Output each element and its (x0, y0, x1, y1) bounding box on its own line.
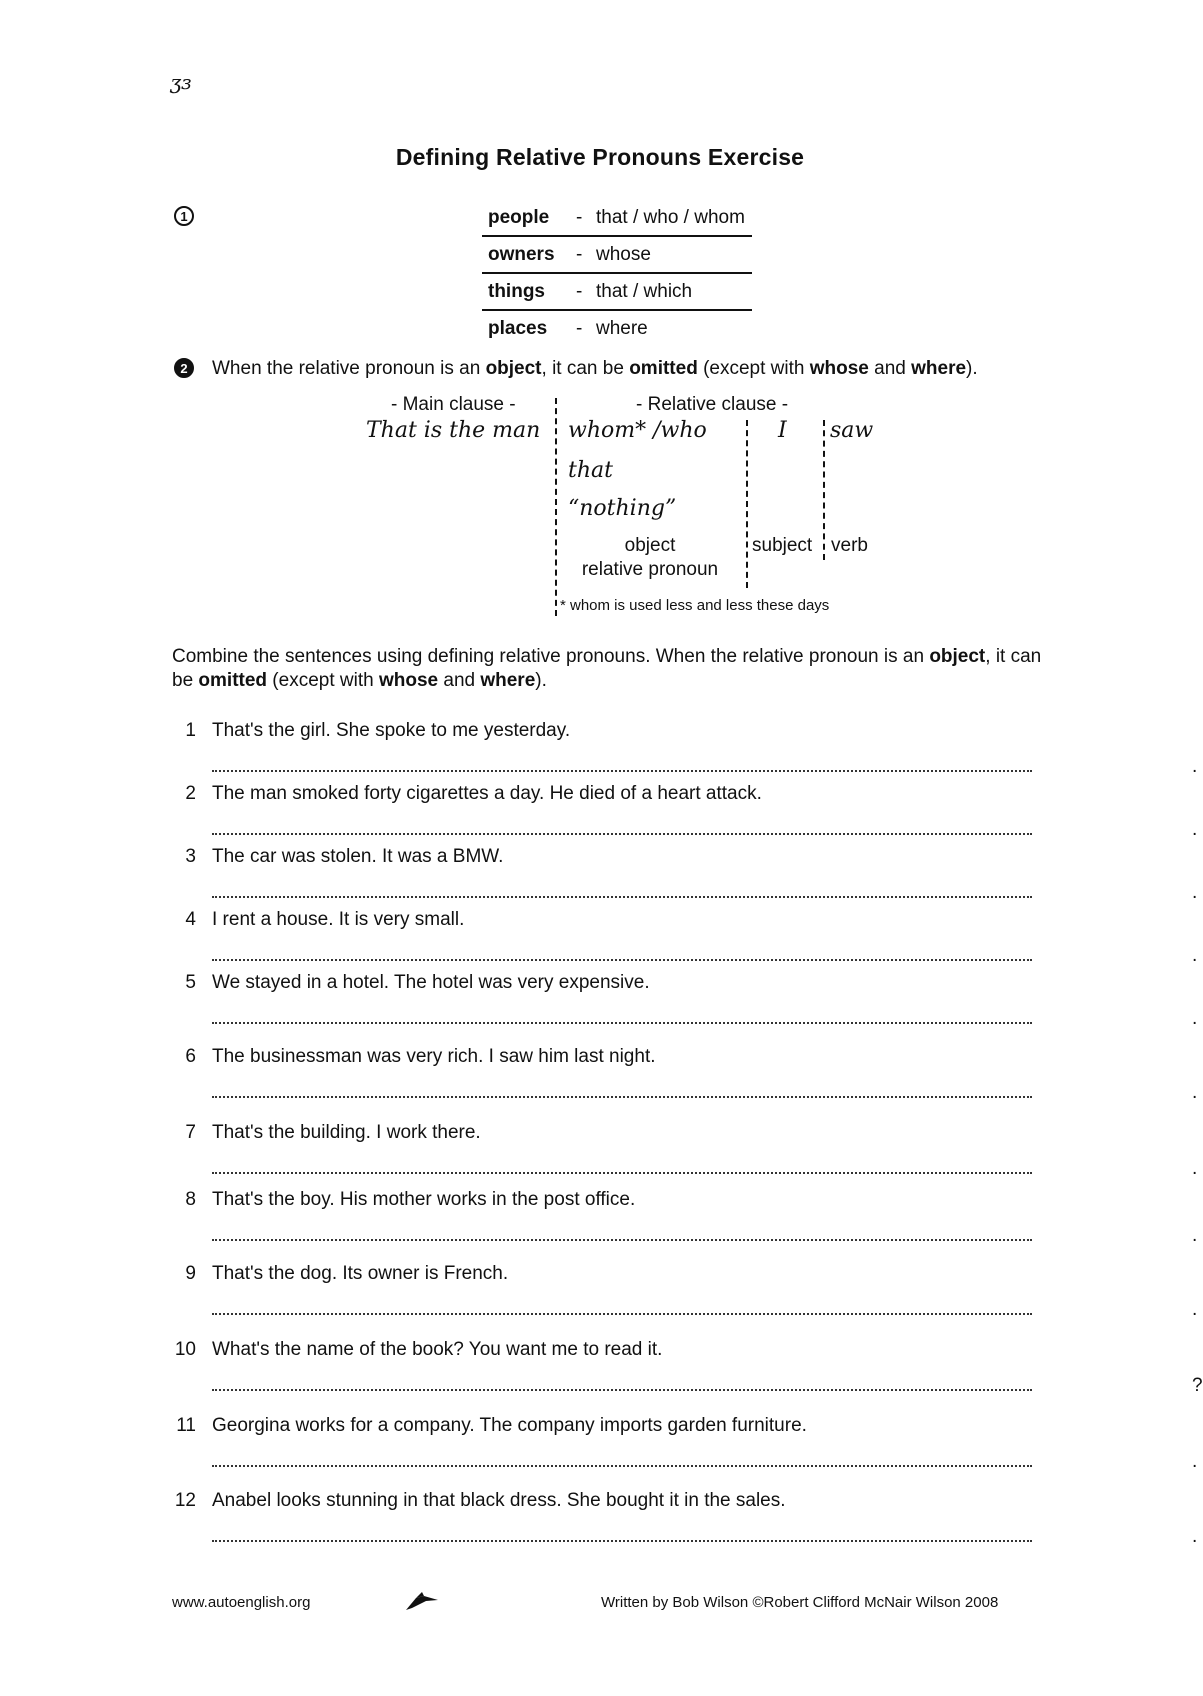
answer-end-punctuation: . (1192, 1526, 1198, 1547)
divider-subject-verb (823, 420, 825, 560)
exercise-sentence: That's the building. I work there. (212, 1122, 481, 1143)
dash-separator: - (572, 236, 590, 273)
answer-line[interactable] (212, 770, 1032, 772)
rule-text-part: When the relative pronoun is an (212, 358, 486, 379)
subject-caption: subject (752, 535, 813, 556)
exercise-sentence: The man smoked forty cigarettes a day. He died of a heart attack. (212, 783, 762, 804)
answer-line[interactable] (212, 1389, 1032, 1391)
answer-line[interactable] (212, 1172, 1032, 1174)
instr-bold-whose: whose (378, 670, 439, 691)
pronoun-list: that / which (590, 273, 752, 310)
answer-line[interactable] (212, 1465, 1032, 1467)
whom-footnote: * whom is used less and less these days (560, 597, 830, 614)
pronoun-table (482, 200, 752, 346)
verb-word: saw (830, 418, 874, 443)
pronoun-list: that / who / whom (590, 200, 752, 236)
omission-rule (212, 358, 978, 380)
exercise-number: 9 (185, 1263, 196, 1284)
bird-logo-icon (402, 1588, 442, 1614)
subject-word: I (778, 418, 787, 443)
exercise-number: 6 (185, 1046, 196, 1067)
instr-bold-where: where (480, 670, 536, 691)
exercise-number: 12 (174, 1490, 196, 1511)
corner-mark: ʒɜ (170, 70, 192, 94)
exercise-sentence: That's the boy. His mother works in the post office. (212, 1189, 636, 1210)
instr-text-part: ). (535, 670, 547, 691)
exercise-number: 8 (185, 1189, 196, 1210)
rule-bold-whose: whose (809, 358, 869, 379)
answer-line[interactable] (212, 1022, 1032, 1024)
term-label: people (482, 200, 572, 236)
exercise-number: 5 (185, 972, 196, 993)
exercise-sentence: What's the name of the book? You want me to read it. (212, 1339, 663, 1360)
pronoun-option-nothing: “nothing” (568, 496, 677, 521)
exercise-number: 11 (176, 1415, 196, 1436)
answer-line[interactable] (212, 1096, 1032, 1098)
object-caption-line1: object (624, 535, 676, 556)
exercise-sentence: Anabel looks stunning in that black dress. She bought it in the sales. (212, 1490, 786, 1511)
answer-line[interactable] (212, 896, 1032, 898)
pronoun-option-whom-who: whom* /who (568, 418, 707, 443)
exercise-number: 10 (174, 1339, 196, 1360)
exercise-number: 4 (185, 909, 196, 930)
dash-separator: - (572, 273, 590, 310)
rule-text-part: , it can be (541, 358, 630, 379)
exercise-number: 7 (185, 1122, 196, 1143)
answer-line[interactable] (212, 1239, 1032, 1241)
exercise-sentence: The car was stolen. It was a BMW. (212, 846, 504, 867)
answer-end-punctuation: ? (1192, 1375, 1203, 1396)
rule-bold-object: object (485, 358, 542, 379)
answer-line[interactable] (212, 959, 1032, 961)
section-1-marker: 1 (174, 206, 194, 226)
main-clause-text: That is the man (366, 418, 541, 443)
page-title: Defining Relative Pronouns Exercise (395, 144, 805, 170)
website-link[interactable]: www.autoenglish.org (172, 1594, 311, 1611)
answer-end-punctuation: . (1192, 1158, 1198, 1179)
main-clause-label: - Main clause - (391, 394, 516, 415)
exercise-sentence: That's the girl. She spoke to me yesterday. (212, 720, 571, 741)
rule-text-part: (except with (697, 358, 810, 379)
exercise-sentence: That's the dog. Its owner is French. (212, 1263, 509, 1284)
answer-end-punctuation: . (1192, 1299, 1198, 1320)
answer-line[interactable] (212, 1313, 1032, 1315)
answer-end-punctuation: . (1192, 1008, 1198, 1029)
answer-end-punctuation: . (1192, 1225, 1198, 1246)
answer-end-punctuation: . (1192, 1451, 1198, 1472)
exercise-sentence: Georgina works for a company. The company imports garden furniture. (212, 1415, 807, 1436)
exercise-instructions (172, 645, 1052, 693)
divider-main-relative (555, 398, 557, 616)
divider-object-subject (746, 420, 748, 588)
pronoun-row-places (482, 310, 752, 346)
author-credit: Written by Bob Wilson ©Robert Clifford McNair Wilson 2008 (601, 1594, 999, 1611)
pronoun-row-people (482, 200, 752, 236)
instr-text-part: , it can be (172, 646, 1042, 691)
instr-text-part: and (438, 670, 481, 691)
dash-separator: - (576, 317, 583, 339)
verb-caption: verb (831, 535, 868, 556)
object-caption-line2: relative pronoun (581, 559, 719, 580)
exercise-number: 2 (185, 783, 196, 804)
rule-bold-where: where (911, 358, 967, 379)
exercise-sentence: The businessman was very rich. I saw him last night. (212, 1046, 656, 1067)
rule-text-part: ). (966, 358, 978, 379)
instr-text-part: Combine the sentences using defining relative pronouns. When the relative pronoun is an (172, 646, 930, 667)
instr-bold-omitted: omitted (198, 670, 268, 691)
exercise-number: 3 (185, 846, 196, 867)
dash-separator: - (572, 200, 590, 236)
instr-bold-object: object (929, 646, 986, 667)
exercise-sentence: We stayed in a hotel. The hotel was very expensive. (212, 972, 650, 993)
term-label: things (482, 273, 572, 310)
answer-line[interactable] (212, 833, 1032, 835)
exercise-sentence: I rent a house. It is very small. (212, 909, 465, 930)
answer-end-punctuation: . (1192, 756, 1198, 777)
pronoun-option-that: that (568, 458, 613, 483)
answer-end-punctuation: . (1192, 882, 1198, 903)
pronoun-list: where (596, 317, 648, 339)
pronoun-row-owners (482, 236, 752, 273)
pronoun-row-things (482, 273, 752, 310)
answer-line[interactable] (212, 1540, 1032, 1542)
answer-end-punctuation: . (1192, 945, 1198, 966)
pronoun-list: whose (590, 236, 752, 273)
rule-bold-omitted: omitted (629, 358, 698, 379)
section-2-marker: 2 (174, 358, 194, 378)
term-label: places (488, 317, 548, 339)
rule-text-part: and (868, 358, 912, 379)
relative-clause-label: - Relative clause - (636, 394, 789, 415)
answer-end-punctuation: . (1192, 819, 1198, 840)
answer-end-punctuation: . (1192, 1082, 1198, 1103)
instr-text-part: (except with (267, 670, 379, 691)
exercise-number: 1 (185, 720, 196, 741)
term-label: owners (482, 236, 572, 273)
